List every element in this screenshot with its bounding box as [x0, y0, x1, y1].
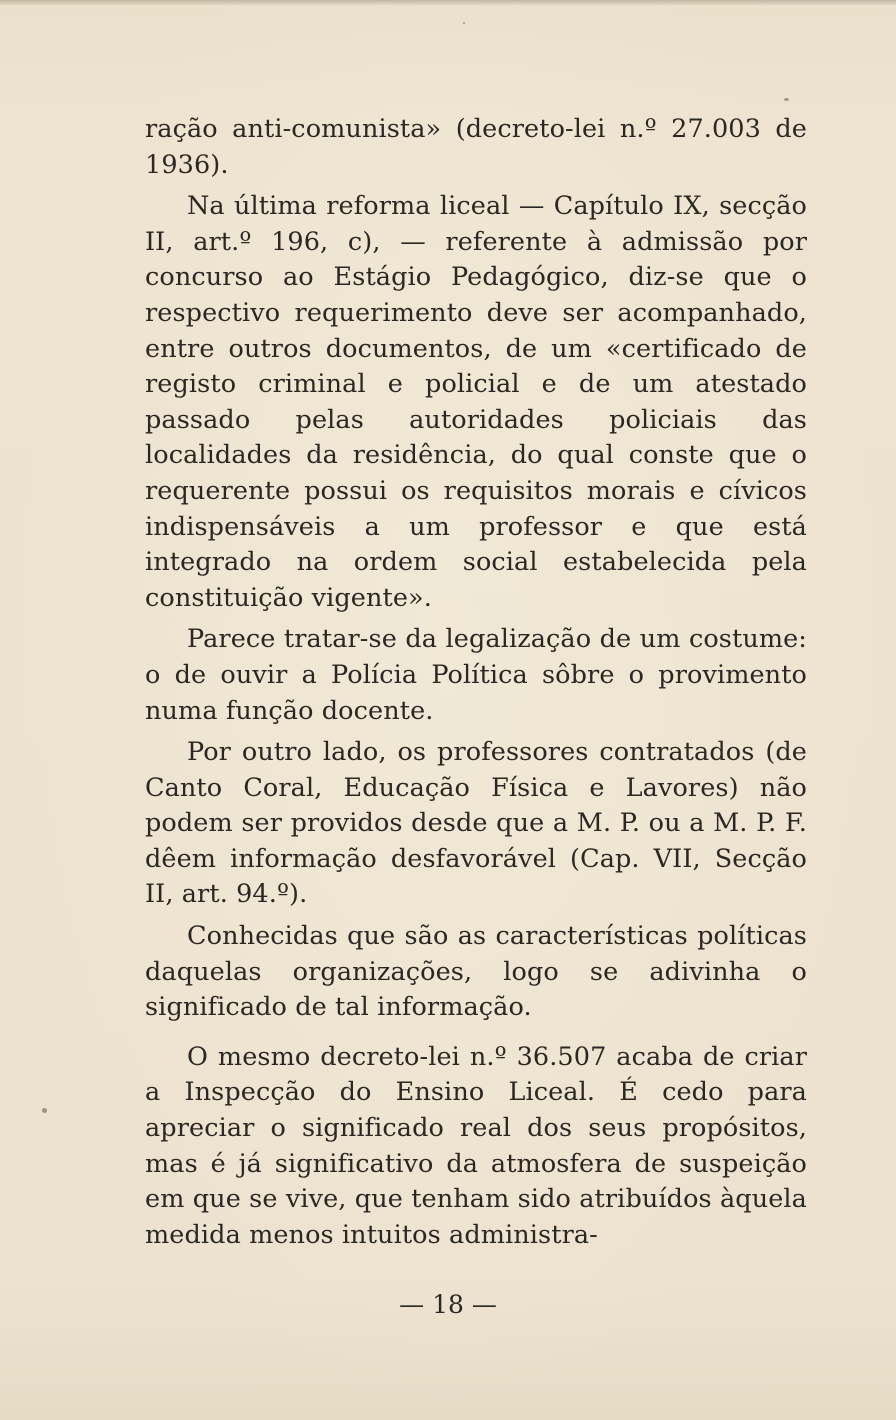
- paragraph-caracteristicas: Conhecidas que são as características políticas daquelas organizações, logo se adivinha o significado de tal informação.: [145, 921, 807, 1023]
- paragraph-inspeccao: O mesmo decreto-lei n.º 36.507 acaba de criar a Inspecção do Ensino Liceal. É cedo para apreciar o significado real dos seus propósitos, mas é já significativo da atmosfera de suspeição em que se vive, que tenham sido atribuídos àquela medida menos intuitos administra-: [145, 1041, 807, 1250]
- paper-speck: [784, 98, 789, 101]
- page-number: — 18 —: [399, 1290, 497, 1319]
- paragraph-costume: Parece tratar-se da legalização de um costume: o de ouvir a Polícia Política sôbre o provimento numa função docente.: [145, 624, 807, 726]
- paragraph-professores-contratados: Por outro lado, os professores contratados (de Canto Coral, Educação Física e Lavores) não podem ser providos desde que a M. P. ou a M. P. F. dêem informação desfavorável (Cap. VII, Secção II, art. 94.º).: [145, 737, 807, 910]
- paper-speck: [463, 22, 465, 24]
- paragraph-continuation: ração anti-comunista» (decreto-lei n.º 27.003 de 1936).: [145, 114, 807, 180]
- body-text: [145, 112, 807, 1253]
- paper-speck: [42, 1108, 47, 1113]
- paragraph-reforma-liceal: Na última reforma liceal — Capítulo IX, secção II, art.º 196, c), — referente à admissão por concurso ao Estágio Pedagógico, diz-se que o respectivo requerimento deve ser acompanhado, entre outros documentos, de um «certificado de registo criminal e policial e de um atestado passado pelas autoridades policiais das localidades da residência, do qual conste que o requerente possui os requisitos morais e cívicos indispensáveis a um professor e que está integrado na ordem social estabelecida pela constituição vigente».: [145, 191, 807, 613]
- page-top-edge: [0, 0, 896, 6]
